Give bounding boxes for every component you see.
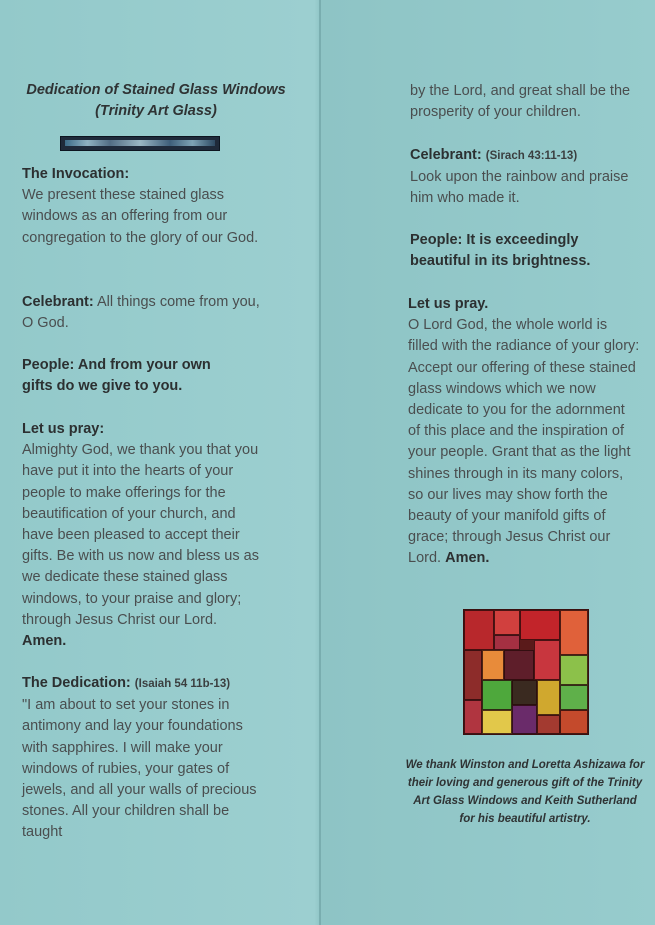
prayer2-amen: Amen. xyxy=(445,550,490,567)
celebrant2-label: Celebrant: xyxy=(410,147,482,163)
dedication-continued-text: by the Lord, and great shall be the prosperity of your children. xyxy=(410,83,631,121)
celebrant-text: All things come from you, O God. xyxy=(22,294,260,332)
prayer-section-2 xyxy=(408,294,640,570)
stained-glass-window-image xyxy=(463,609,589,735)
dedication-reference: (Isaiah 54 11b-13) xyxy=(134,678,231,690)
celebrant-label: Celebrant: xyxy=(22,294,94,310)
invocation-text: We present these stained glass windows as an offering from our congregation to the glory of our God. xyxy=(22,187,259,246)
people-response-2 xyxy=(410,230,635,272)
celebrant2-text: Look upon the rainbow and praise him who made it. xyxy=(410,169,629,207)
invocation-section xyxy=(22,164,262,249)
dedication-text: "I am about to set your stones in antimony and lay your foundations with sapphires. I will make your windows of rubies, your gates of jewels, and all your walls of precious stones. All your children shall be taught xyxy=(22,697,257,841)
invocation-heading: The Invocation: xyxy=(22,166,130,182)
prayer-heading: Let us pray: xyxy=(22,421,105,437)
page-fold xyxy=(319,0,321,925)
celebrant-response-2 xyxy=(410,145,635,210)
dedication-continued xyxy=(410,81,645,123)
page-title: Dedication of Stained Glass Windows (Trinity Art Glass) xyxy=(26,82,286,119)
dedication-heading: The Dedication: xyxy=(22,675,131,691)
prayer-section-1 xyxy=(22,419,262,652)
dedication-section xyxy=(22,673,262,844)
people-response-1 xyxy=(22,355,242,397)
celebrant-response-1 xyxy=(22,292,262,334)
celebrant2-reference: (Sirach 43:11-13) xyxy=(485,150,578,162)
prayer2-text: O Lord God, the whole world is filled with the radiance of your glory: Accept our offering of these stained glass windows which we now dedicate to you for the adornment of this place and the inspiration of your people. Grant that as the light shines through in its many colors, so our lives may show forth the beauty of your manifold gifts of grace; through Jesus Christ our Lord. xyxy=(408,317,640,567)
prayer2-heading: Let us pray. xyxy=(408,296,489,312)
acknowledgement-text: We thank Winston and Loretta Ashizawa for their loving and generous gift of the Trinity Art Glass Windows and Keith Sutherland for his beautiful artistry. xyxy=(405,759,645,825)
people-text: People: And from your own gifts do we give to you. xyxy=(22,357,211,395)
prayer-amen: Amen. xyxy=(22,633,67,650)
prayer-text: Almighty God, we thank you that you have put it into the hearts of your people to make offerings for the beautification of your church, and have been pleased to accept their gifts. Be with us now and bless us as we dedicate these stained glass windows, to your praise and glory; through Jesus Christ our Lord. xyxy=(22,442,259,628)
people2-text: People: It is exceedingly beautiful in its brightness. xyxy=(410,232,591,270)
stained-glass-strip-image xyxy=(60,136,220,151)
